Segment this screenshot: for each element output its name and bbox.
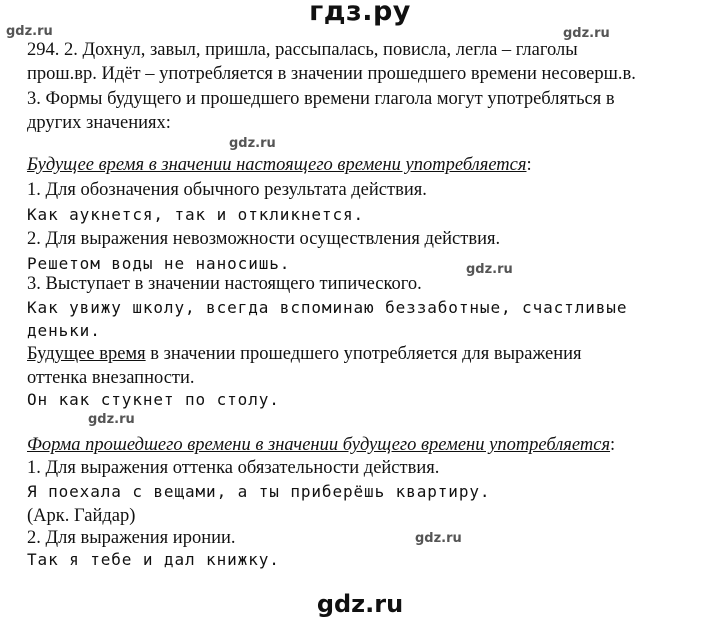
list-item: 2. Для выражения иронии. — [27, 528, 236, 548]
section-heading-colon: : — [610, 435, 616, 455]
list-item: 3. Выступает в значении настоящего типического. — [27, 274, 422, 294]
example-sentence: Решетом воды не наносишь. — [27, 254, 291, 273]
watermark: gdz.ru — [415, 531, 462, 546]
list-item: 2. Для выражения невозможности осуществления действия. — [27, 229, 501, 249]
source-attribution: (Арк. Гайдар) — [27, 506, 136, 526]
example-sentence: деньки. — [27, 321, 101, 340]
watermark: gdz.ru — [466, 262, 513, 277]
list-item: 1. Для обозначения обычного результата действия. — [27, 180, 427, 200]
example-sentence: Так я тебе и дал книжку. — [27, 550, 280, 569]
text-line: 294. 2. Дохнул, завыл, пришла, рассыпалась, повисла, легла – глаголы — [27, 40, 578, 60]
text-line: других значениях: — [27, 113, 171, 133]
watermark: gdz.ru — [563, 26, 610, 41]
section-heading-future — [27, 154, 532, 176]
example-sentence: Я поехала с вещами, а ты приберёшь квартиру. — [27, 482, 491, 501]
underlined-term: Будущее время — [27, 344, 146, 364]
site-header-title: гдз.ру — [309, 0, 411, 27]
example-sentence: Он как стукнет по столу. — [27, 390, 280, 409]
watermark: gdz.ru — [88, 412, 135, 427]
section-heading-text: Форма прошедшего времени в значении будущего времени употребляется — [27, 435, 611, 455]
section-heading-text: Будущее время в значении настоящего времени употребляется — [27, 155, 527, 175]
example-sentence: Как аукнется, так и откликнется. — [27, 205, 365, 224]
site-footer-name: gdz.ru — [316, 590, 404, 618]
paragraph-text: в значении прошедшего употребляется для выражения — [145, 344, 582, 364]
text-line: 3. Формы будущего и прошедшего времени глагола могут употребляться в — [27, 89, 615, 109]
list-item: 1. Для выражения оттенка обязательности действия. — [27, 458, 440, 478]
paragraph-line: оттенка внезапности. — [27, 368, 195, 388]
example-sentence: Как увижу школу, всегда вспоминаю беззаботные, счастливые — [27, 298, 628, 317]
watermark: gdz.ru — [6, 24, 53, 39]
section-heading-past — [27, 434, 615, 456]
watermark: gdz.ru — [229, 136, 276, 151]
paragraph-line — [27, 343, 582, 365]
text-line: прош.вр. Идёт – употребляется в значении прошедшего времени несоверш.в. — [27, 64, 636, 84]
section-heading-colon: : — [526, 155, 532, 175]
